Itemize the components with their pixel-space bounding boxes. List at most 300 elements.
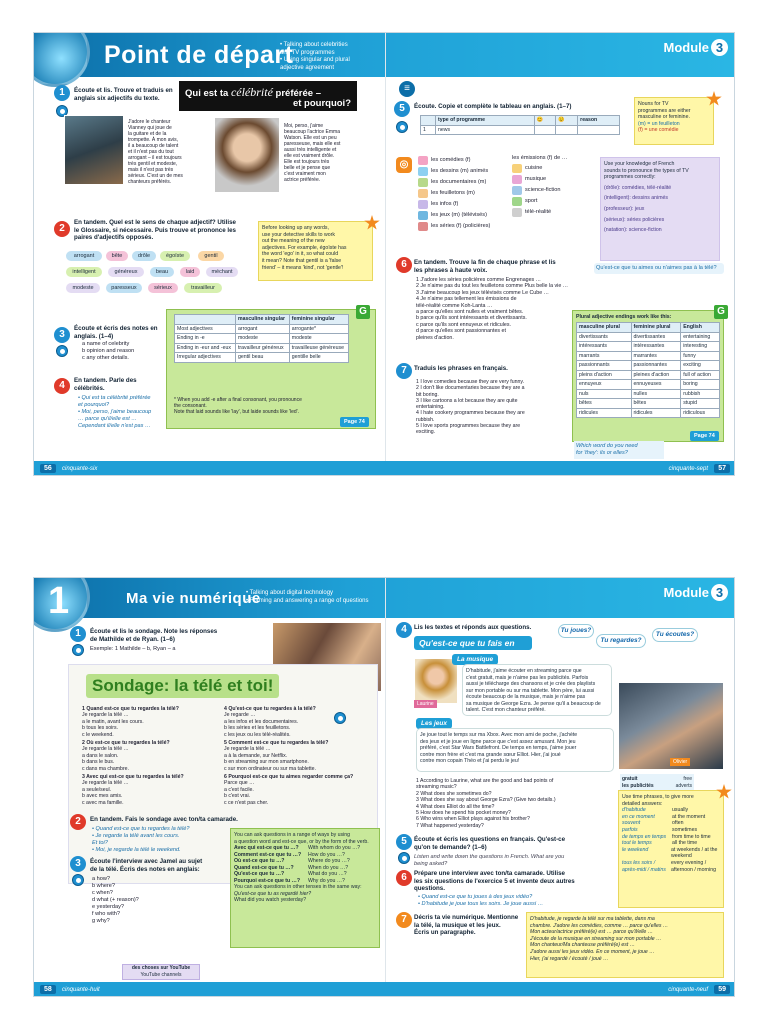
exercise-badge-1: 1: [70, 626, 86, 642]
unit-number: 1: [48, 580, 70, 622]
grammar-table-singular: [174, 314, 349, 363]
text-line: paresseuse, mais elle est: [284, 141, 341, 147]
tip-row: [622, 820, 720, 827]
list-item: b parce qu'ils sont intéressants et divertissants.: [416, 315, 527, 322]
footer-right: [385, 982, 735, 996]
text-line: contre mon frère et c'est ma grande sœur Elliot. Hier, j'ai joué: [420, 751, 561, 758]
text-line: des jeux et je joue en ligne parce que c'est assez amusant. Mon jeu: [420, 738, 576, 745]
exercise-5-instruction: Écoute. Copie et complète le tableau en anglais. (1–7): [414, 103, 572, 110]
exercise-5-subtitle: [414, 854, 614, 868]
instruction-line: En tandem. Trouve la fin de chaque phrase et lis: [414, 259, 556, 266]
adjective-pill: intelligent: [66, 267, 102, 277]
question-line: Je regarde la télé …: [82, 712, 129, 719]
reality-tv-icon: [512, 208, 522, 217]
table-cell: nuls: [577, 389, 632, 399]
instruction-line: Écris un paragraphe.: [414, 929, 476, 936]
speech-bubble: Tu regardes?: [596, 634, 646, 648]
page-reference-link[interactable]: Page 74: [340, 417, 369, 427]
tip-en: from time to time: [672, 833, 711, 840]
pron-row: (natation): science-fiction: [604, 227, 662, 234]
exercise-5-table: [420, 115, 620, 135]
instruction-line: les phrases à haute voix.: [414, 266, 488, 274]
instruction-line: En tandem. Parle des: [74, 377, 137, 384]
dialogue-line: • Quand est-ce que tu joues à des jeux vidéo?: [418, 894, 533, 900]
question-line: 1 Quand est-ce que tu regardes la télé?: [82, 706, 179, 712]
table-cell: modeste: [289, 334, 348, 344]
tip-line: detailed answers:: [622, 800, 663, 807]
header-banner: [34, 33, 734, 77]
subtitle-line: Listen and write down the questions in French. What are you: [414, 854, 565, 860]
exercise-3-items: [92, 876, 172, 925]
model-paragraph: [526, 912, 724, 978]
exercise-badge-2: 2: [70, 814, 86, 830]
speech-bubble: Tu écoutes?: [652, 628, 698, 642]
table-header: feminine plural: [631, 323, 681, 333]
list-item: [418, 221, 508, 232]
text-line: sur mon portable ou sur ma tablette. Mon père, lui aussi: [466, 687, 595, 694]
exercise-7-items: [416, 379, 566, 436]
gloss-fr: les publicités: [622, 782, 654, 789]
text-line: elle est vraiment drôle.: [284, 153, 335, 159]
table-cell: Ending in -e: [175, 334, 236, 344]
exercise-4-instruction: [74, 377, 174, 392]
table-cell: ennuyeux: [577, 380, 632, 390]
grammar-line: Qu'est-ce que tu as regardé hier?: [234, 890, 312, 897]
pron-row: (intelligent): dessins animés: [604, 195, 669, 202]
page-reference-link[interactable]: Page 74: [690, 431, 719, 441]
list-item: 1 J'adore les séries policières comme Engrenages …: [416, 277, 541, 283]
instruction-line: célébrités.: [74, 384, 105, 392]
text-line: Elle est toujours très: [284, 159, 330, 165]
emissions-list: [512, 163, 592, 218]
tv-programmes-list: [418, 155, 508, 232]
objectives: [246, 590, 369, 605]
tip-line: programmes correctly:: [604, 174, 656, 181]
grammar-fr: Avec qui est-ce que tu …?: [234, 845, 299, 851]
list-item-label: science-fiction: [525, 187, 561, 193]
table-cell: intéressants: [577, 342, 632, 352]
table-cell: ridiculous: [681, 408, 720, 418]
gloss-en: free: [683, 776, 692, 782]
instruction-line: anglais. (1–4): [74, 332, 114, 340]
instruction-line: Écoute l'interview avec Jamel au sujet: [90, 858, 203, 865]
tip-line: Nouns for TV: [638, 101, 669, 107]
note-line: the consonant.: [174, 403, 207, 409]
pron-row: (drôle): comédies, télé-réalité: [604, 184, 672, 191]
question-line: c les jeux ou les télé-réalités.: [224, 731, 291, 738]
list-item: [512, 174, 592, 185]
gloss-fr: gratuit: [622, 776, 638, 782]
exercise-badge-5: 5: [396, 834, 412, 850]
name-tag-olivier: Olivier: [670, 758, 690, 766]
exercise-badge-4: 4: [396, 622, 412, 638]
exercise-badge-2: 2: [54, 221, 70, 237]
text-line: Moi, perso, j'aime: [284, 123, 324, 129]
tip-line: out the meaning of the new: [262, 238, 325, 245]
exercise-badge-5: 5: [394, 101, 410, 117]
table-cell: passionnantes: [631, 361, 681, 371]
tip-line: it mean? Note that gentil is a 'false: [262, 257, 342, 264]
table-cell: [578, 125, 620, 135]
list-item: télé-réalité comme Koh-Lanta …: [416, 302, 493, 309]
table-cell: pleins d'action: [577, 370, 632, 380]
table-header: masculine singular: [235, 315, 289, 325]
table-cell: [556, 125, 578, 135]
text-card-games: [416, 728, 614, 772]
list-item: d parce qu'elles sont passionnantes et: [416, 328, 506, 335]
module-number: 3: [711, 39, 728, 56]
list-item: bit boring.: [416, 391, 439, 398]
table-cell: Most adjectives: [175, 324, 236, 334]
question-line: 1 According to Laurine, what are the good and bad points of: [416, 778, 554, 784]
question-line: b avec mes amis.: [82, 793, 123, 800]
table-cell: marrantes: [631, 351, 681, 361]
news-icon: [418, 200, 428, 209]
tip-en: usually: [672, 807, 689, 814]
list-item-label: les dessins (m) animés: [431, 168, 489, 174]
list-item: [512, 163, 592, 174]
audio-icon[interactable]: [398, 852, 410, 864]
list-item: 1 I love comedies because they are very funny.: [416, 379, 525, 385]
grammar-en: With whom do you …?: [308, 845, 361, 851]
list-item: [418, 177, 508, 188]
list-item: e yesterday?: [92, 904, 125, 910]
table-cell: modeste: [235, 334, 289, 344]
question-line: a dans le salon.: [82, 752, 119, 759]
tip-fr: tout le temps: [622, 840, 652, 847]
grammar-line: You can ask questions in other tenses in the same way:: [234, 884, 362, 890]
grammar-en: When do you …?: [308, 864, 349, 871]
tip-fr: souvent: [622, 820, 641, 827]
adjective-pill: beau: [150, 267, 174, 277]
page-title: Ma vie numérique: [126, 590, 261, 607]
table-header: masculine plural: [577, 323, 632, 333]
dialogue-line: • Quand est-ce que tu regardes la télé?: [92, 826, 190, 832]
list-item-label: les feuilletons (m): [431, 190, 475, 196]
question-line: 6 Who wins when Elliot plays against his brother?: [416, 816, 530, 823]
tip-line: adjectives. For example, égoïste has: [262, 244, 347, 251]
exercise-badge-6: 6: [396, 870, 412, 886]
footer-left: [34, 982, 385, 996]
question-line: c dans ma chambre.: [82, 765, 129, 772]
grammar-icon: G: [714, 305, 728, 319]
list-item-label: télé-réalité: [525, 209, 552, 215]
exercise-7-tip: [574, 441, 664, 459]
list-item: g why?: [92, 918, 110, 924]
header-banner: [34, 578, 734, 622]
table-cell: stupid: [681, 399, 720, 409]
audio-icon[interactable]: [396, 121, 408, 133]
question-line: 3 Avec qui est-ce que tu regardes la télé?: [82, 774, 184, 781]
model-line: D'habitude, je regarde la télé sur ma tablette, dans ma: [530, 916, 655, 922]
audio-icon[interactable]: [56, 345, 68, 357]
unit-ring-icon: [33, 32, 90, 87]
text-line: écoute beaucoup de la musique, mais je n'aime pas: [466, 694, 586, 700]
table-cell: travailleur généreux: [235, 343, 289, 353]
tip-row: [622, 827, 720, 834]
list-item: 4 I hate cookery programmes because they are: [416, 410, 525, 417]
page-number: 56: [40, 464, 56, 473]
tip-en: all the time: [672, 840, 698, 847]
tip-en: sometimes: [672, 826, 698, 833]
tip-row: [622, 834, 720, 841]
text-line: il a beaucoup de talent: [128, 143, 179, 149]
module-number: 3: [711, 584, 728, 601]
list-item-label: musique: [525, 176, 547, 182]
tip-row: [622, 847, 720, 860]
model-line: J'adore aussi les jeux vidéo. En ce moment, je joue …: [530, 948, 655, 955]
tip-fr: tous les soirs / après-midi / matins: [622, 859, 666, 873]
text-line: c'est gratuit, mais je n'aime pas les publicités. Parfois: [466, 674, 589, 681]
tip-box-nouns: [634, 97, 714, 145]
text-line: Watson. Elle est un peu: [284, 135, 337, 141]
text-line: Je joue tout le temps sur ma Xbox. Avec mon ami de poche, j'achète: [420, 732, 578, 738]
text-line: talent. C'est mon chanteur préféré.: [466, 707, 546, 713]
dialogue-line: Et toi?: [92, 840, 108, 846]
question-line: a seule/seul.: [82, 786, 112, 793]
list-item: c parce qu'ils sont ennuyeux et ridicules.: [416, 321, 511, 328]
note-line: * When you add -e after a final consonant, you pronounce: [174, 397, 302, 403]
music-icon: [512, 175, 522, 184]
question-line: a c'est facile.: [224, 786, 254, 793]
table-cell: bêtes: [577, 399, 632, 409]
text-line: très gentil et modeste,: [128, 161, 178, 167]
exercise-badge-7: 7: [396, 912, 412, 928]
table-cell: ennuyeuses: [631, 380, 681, 390]
exercise-7-instruction: [414, 914, 524, 937]
question-banner: Qu'est-ce que tu fais en ligne?: [414, 636, 532, 650]
grammar-line: What did you watch yesterday?: [234, 897, 307, 903]
grammar-table-plural: [576, 322, 720, 418]
table-cell: entertaining: [681, 332, 720, 342]
sad-face-icon: 😟: [556, 116, 578, 126]
objective-line: • Forming and answering a range of questions: [246, 597, 369, 604]
adjective-pill: drôle: [132, 251, 156, 261]
tip-line: Use time phrases, to give more: [622, 794, 694, 800]
note-line: Note that laid sounds like 'lay', but laide sounds like 'led'.: [174, 409, 300, 415]
dialogue-line: • Qui est ta célébrité préférée: [78, 395, 151, 401]
text-card-music: [462, 664, 612, 716]
list-item: pleines d'action.: [416, 334, 454, 341]
tip-fr: d'habitude: [622, 807, 646, 814]
list-item-label: sport: [525, 198, 538, 204]
table-cell: gentille belle: [289, 353, 348, 363]
banner-part: Qui est ta: [185, 88, 231, 99]
tip-line: (m) = un feuilleton: [638, 120, 680, 127]
question-line: Je regarde la télé …: [224, 746, 271, 753]
banner-part: préférée –: [272, 88, 321, 99]
list-item-label: les séries (f) (policières): [431, 223, 491, 229]
photo-laurine: [414, 658, 458, 704]
name-tag-laurine: Laurine: [414, 700, 437, 708]
adjective-pill: gentil: [198, 251, 224, 261]
audio-icon[interactable]: [72, 874, 84, 886]
page-gutter: [385, 33, 386, 475]
table-cell: divertissants: [577, 332, 632, 342]
instruction-line: questions.: [414, 885, 445, 892]
list-item: [418, 188, 508, 199]
list-item: a name of celebrity: [82, 341, 130, 347]
exercise-4-questions: [416, 778, 616, 829]
list-item: [418, 210, 508, 221]
grammar-en: Where do you …?: [308, 858, 350, 864]
list-item-label: les infos (f): [431, 201, 459, 207]
list-item: b opinion and reason: [82, 348, 135, 354]
dialogue-line: • Moi, je regarde la télé le weekend.: [92, 847, 181, 853]
instruction-line: Prépare une interview avec ton/ta camarade. Utilise: [414, 870, 565, 877]
grammar-en: What do you …?: [308, 871, 347, 877]
objective-line: and TV programmes: [280, 49, 335, 56]
exercise-2-instruction: [74, 219, 254, 242]
dialogue-line: … parce qu'il/elle est …: [78, 416, 137, 422]
instruction-line: Écoute et écris des notes en: [74, 325, 158, 332]
text-line: D'habitude, j'aime écouter en streaming parce que: [466, 668, 582, 674]
tip-fr: de temps en temps: [622, 833, 667, 840]
question-line: Je regarde la télé …: [82, 746, 129, 753]
tip-fr: parfois: [622, 826, 638, 833]
exercise-2-instruction: En tandem. Fais le sondage avec ton/ta camarade.: [90, 816, 238, 823]
table-cell: passionnants: [577, 361, 632, 371]
exercise-6-instruction: [414, 870, 614, 893]
table-header: [175, 315, 236, 325]
tip-line: use your detective skills to work: [262, 231, 335, 238]
table-cell: marrants: [577, 351, 632, 361]
tip-line: masculine or feminine.: [638, 114, 690, 121]
text-line: trompette. À mon avis,: [128, 137, 179, 143]
exercise-badge-4: 4: [54, 378, 70, 394]
table-cell: ridicules: [577, 408, 632, 418]
tip-line: Before looking up any words,: [262, 225, 329, 231]
tip-row: [622, 840, 720, 847]
list-item: [512, 196, 592, 207]
page-icon: ≡: [399, 81, 415, 97]
adjective-pill: méchant: [206, 267, 238, 277]
question-line: 5 How does he spend his pocket money?: [416, 810, 511, 817]
list-item: 3 I like cartoons a lot because they are quite: [416, 397, 518, 404]
gloss-en: adverts: [675, 782, 692, 789]
list-item: 3 J'aime beaucoup les jeux télévisés comme Le Cube …: [416, 289, 549, 296]
text-line: Vianney qui joue de: [128, 125, 172, 131]
glossary-box: [620, 774, 694, 791]
exercise-3-instruction: [90, 858, 220, 873]
list-item: a how?: [92, 876, 111, 882]
text-line: belle et je pense que: [284, 165, 331, 171]
instruction-line: de la télé. Écris des notes en anglais:: [90, 865, 200, 873]
module-label: [664, 584, 729, 601]
exercise-2-dialogue: [92, 826, 212, 854]
tip-box-time-phrases: [618, 790, 724, 908]
text-line: chanteurs préférés.: [128, 179, 172, 185]
table-cell: ridicules: [631, 408, 681, 418]
tip-line: for 'they': ils or elles?: [576, 450, 628, 456]
instruction-line: qu'on te demande? (1–6): [414, 843, 487, 851]
page-number-words: cinquante-six: [62, 466, 98, 472]
list-item: c any other details.: [82, 355, 129, 361]
text-line: beaucoup l'actrice Emma: [284, 129, 340, 135]
list-item: [512, 185, 592, 196]
text-line: sérieux. C'est un de mes: [128, 173, 183, 179]
list-item: [512, 207, 592, 218]
instruction-line: Décris ta vie numérique. Mentionne: [414, 914, 519, 921]
exercise-badge-3: 3: [54, 327, 70, 343]
exercise-badge-3: 3: [70, 856, 86, 872]
banner-line-2: et pourquoi?: [292, 98, 351, 109]
page-title: Point de départ: [104, 41, 294, 69]
exercise-1-example: Exemple: 1 Mathilde – b, Ryan – a: [90, 646, 176, 652]
tip-en: at weekends / at the weekend: [671, 846, 718, 860]
section-label-music: La musique: [452, 654, 498, 665]
table-cell: bêtes: [631, 399, 681, 409]
table-cell: Ending in -eur and -eux: [175, 343, 236, 353]
exercise-1-instruction: [90, 628, 270, 643]
list-item: a parce qu'elles sont nulles et vraiment bêtes.: [416, 309, 524, 316]
tip-line: (f) = une comédie: [638, 127, 679, 134]
tip-row: [622, 807, 720, 814]
grammar-fr: Qu'est-ce que tu …?: [234, 871, 285, 877]
question-line: a à la demande, sur Netflix.: [224, 752, 288, 759]
vocab-chip: [122, 964, 200, 980]
table-cell: full of action: [681, 370, 720, 380]
text-vianney: [128, 119, 208, 185]
exercise-badge-6: 6: [396, 257, 412, 273]
soap-icon: [418, 189, 428, 198]
dialogue-line: • Moi, perso, j'aime beaucoup: [78, 409, 152, 415]
exercise-6-question: Qu'est-ce que tu aimes ou n'aimes pas à la télé?: [594, 263, 724, 274]
sport-icon: [512, 197, 522, 206]
table-cell: [534, 125, 556, 135]
list-item-label: les jeux (m) (télévisés): [431, 212, 487, 218]
text-line: la guitare et de la: [128, 131, 167, 137]
audio-icon[interactable]: [72, 644, 84, 656]
dialogue-line: • D'habitude je joue tous les soirs. Je joue aussi …: [418, 901, 544, 907]
exercise-7-instruction: Traduis les phrases en français.: [414, 365, 508, 372]
tip-en: at the moment: [672, 813, 706, 820]
instruction-line: les six questions de l'exercice 5 et invente deux autres: [414, 877, 575, 885]
page-number-words: cinquante-neuf: [668, 987, 708, 993]
list-item: rubbish.: [416, 416, 435, 423]
text-line: J'adore le chanteur: [128, 119, 171, 125]
text-emma: [284, 123, 374, 183]
table-cell: Irregular adjectives: [175, 353, 236, 363]
text-line: sa musique de George Ezra. Je pense qu'il a beaucoup de: [466, 700, 601, 707]
grammar-fr: Comment est-ce que tu …?: [234, 851, 302, 858]
list-item-label: les documentaires (m): [431, 179, 487, 185]
list-item: 2 Je n'aime pas du tout les feuilletons comme Plus belle la vie …: [416, 283, 569, 290]
question-line: 4 What does Elliot do all the time?: [416, 803, 495, 810]
text-line: contre mon copain Théo et j'ai perdu le jeu!: [420, 758, 520, 764]
list-item: [418, 166, 508, 177]
grammar-line: a question word and est-ce que, or by the form of the verb.: [234, 838, 369, 845]
question-line: 3 What does she say about George Ezra? (Give two details.): [416, 797, 556, 804]
question-line: c ce n'est pas cher.: [224, 799, 269, 806]
photo-vianney: [64, 115, 124, 185]
table-header: reason: [578, 116, 620, 126]
question-line: 2 What does she sometimes do?: [416, 790, 492, 797]
tip-line: programmes are either: [638, 107, 691, 114]
list-item: c when?: [92, 890, 113, 896]
text-line: et il n'est pas du tout: [128, 149, 174, 155]
list-item: d what (+ reason)?: [92, 897, 139, 903]
instruction-line: Écoute et écris les questions en français. Qu'est-ce: [414, 836, 566, 843]
table-header: type of programme: [435, 116, 534, 126]
table-cell: travailleuse généreuse: [289, 343, 348, 353]
game-show-icon: [418, 211, 428, 220]
list-item-label: les comédies (f): [431, 157, 471, 163]
exercise-5-instruction: [414, 836, 614, 851]
tip-en: every evening / afternoon / morning: [671, 859, 716, 873]
page-number: 59: [714, 985, 730, 994]
model-line: chambre. J'adore les comédies, comme … parce qu'elles …: [530, 922, 669, 929]
